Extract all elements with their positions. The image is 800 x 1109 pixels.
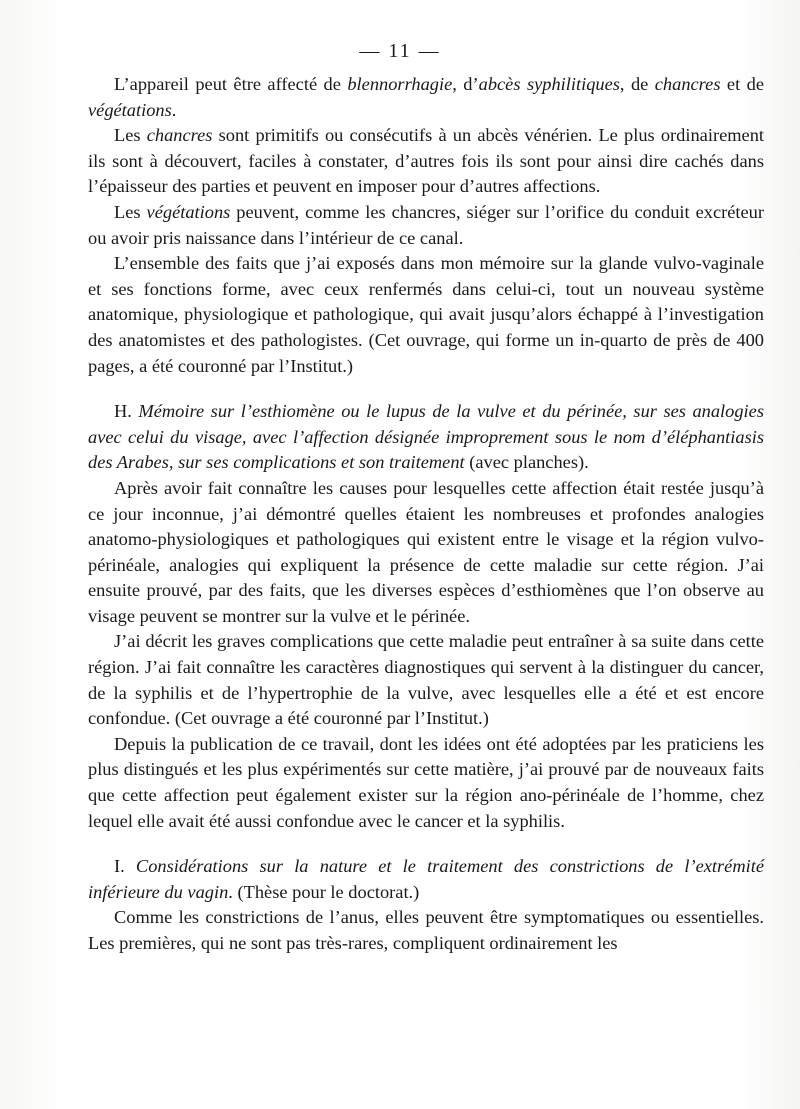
paragraph-h-3: Depuis la publication de ce travail, dont les idées ont été adoptées par les praticiens les plus distingués et les plus expérimentés sur cette matière, j’ai prouvé par de nouveaux faits que cette affection peut également exister sur la région ano-périnéale de l’homme, chez lequel elle avait été aussi confondue avec le cancer et la syphilis. (88, 733, 764, 831)
paragraph-ensemble: L’ensemble des faits que j’ai exposés dans mon mémoire sur la glande vulvo-vaginale et ses fonctions forme, avec ceux renfermés dans celui-ci, tout un nouveau système anatomique, physiologique et pathologique, qui avait jusqu’alors échappé à l’investigation des anatomistes et des pathologistes. (Cet ouvrage, qui forme un in-quarto de près de 400 pages, a été couronné par l’Institut.) (88, 253, 764, 376)
section-suffix: (avec planches). (464, 452, 589, 473)
text-run: , de (619, 74, 655, 94)
section-i-heading (88, 854, 764, 905)
section-h-heading (88, 399, 764, 476)
section-letter: I. (114, 856, 136, 877)
italic-term: végétations (88, 99, 172, 120)
section-suffix: . (Thèse pour le doctorat.) (228, 881, 420, 902)
paragraph-h-1: Après avoir fait connaître les causes pour lesquelles cette affection était restée jusqu’à ce jour inconnue, j’ai démontré quelles étaient les nombreuses et profondes analogies anatomo-physiologiques et pathologiques qui existent entre le visage et la région vulvo-périnéale, analogies qui expliquent la présence de cette maladie sur cette région. J’ai ensuite prouvé, par des faits, que les diverses espèces d’esthiomènes que l’on observe au visage peuvent se montrer sur la vulve et le périnée. (88, 477, 764, 626)
paragraph-affections (88, 72, 764, 123)
section-letter: H. (114, 401, 139, 422)
italic-term: chancres (146, 125, 213, 146)
paragraph-i-1: Comme les constrictions de l’anus, elles peuvent être symptomatiques ou essentielles. Les premières, qui ne sont pas très-rares, compliquent ordinairement les (88, 907, 764, 953)
page-number: — 11 — (359, 40, 441, 62)
text-run: peuvent, comme les chancres, siéger sur l’orifice du conduit excréteur ou avoir pris naissance dans l’intérieur de ce canal. (88, 201, 764, 248)
paragraph-h-2: J’ai décrit les graves complications que cette maladie peut entraîner à sa suite dans cette région. J’ai fait connaître les caractères diagnostiques qui servent à la distinguer du cancer, de la syphilis et de l’hypertrophie de la vulve, avec lesquelles elle a été et est encore confondue. (Cet ouvrage a été couronné par l’Institut.) (88, 631, 764, 729)
text-run: Les (114, 201, 147, 222)
italic-term: végétations (146, 201, 231, 222)
text-run: . (171, 99, 177, 120)
section-title: Considérations sur la nature et le traitement des constrictions de l’extrémité inférieure du vagin (88, 856, 765, 902)
italic-term: blennorrhagie (347, 74, 453, 94)
text-run: sont primitifs ou consécutifs à un abcès vénérien. Le plus ordinairement ils sont à découvert, faciles à constater, d’autres fois ils sont pour ainsi dire cachés dans l’épaisseur des parties et peuvent en imposer pour d’autres affections. (88, 125, 764, 197)
text-run: , d’ (452, 74, 479, 94)
text-run: Les (114, 125, 147, 146)
page-body (88, 72, 764, 957)
paragraph-chancres (88, 123, 764, 200)
paragraph-vegetations (88, 200, 764, 251)
italic-term: chancres (654, 74, 721, 94)
italic-term: abcès syphilitiques (478, 74, 620, 94)
section-title: Mémoire sur l’esthiomène ou le lupus de la vulve et du périnée, sur ses analogies avec celui du visage, avec l’affection désignée improprement sous le nom d’éléphantiasis des Arabes, sur ses complications et son traitement (88, 401, 764, 473)
text-run: et de (720, 74, 764, 94)
text-run: L’appareil peut être affecté de (114, 74, 348, 94)
